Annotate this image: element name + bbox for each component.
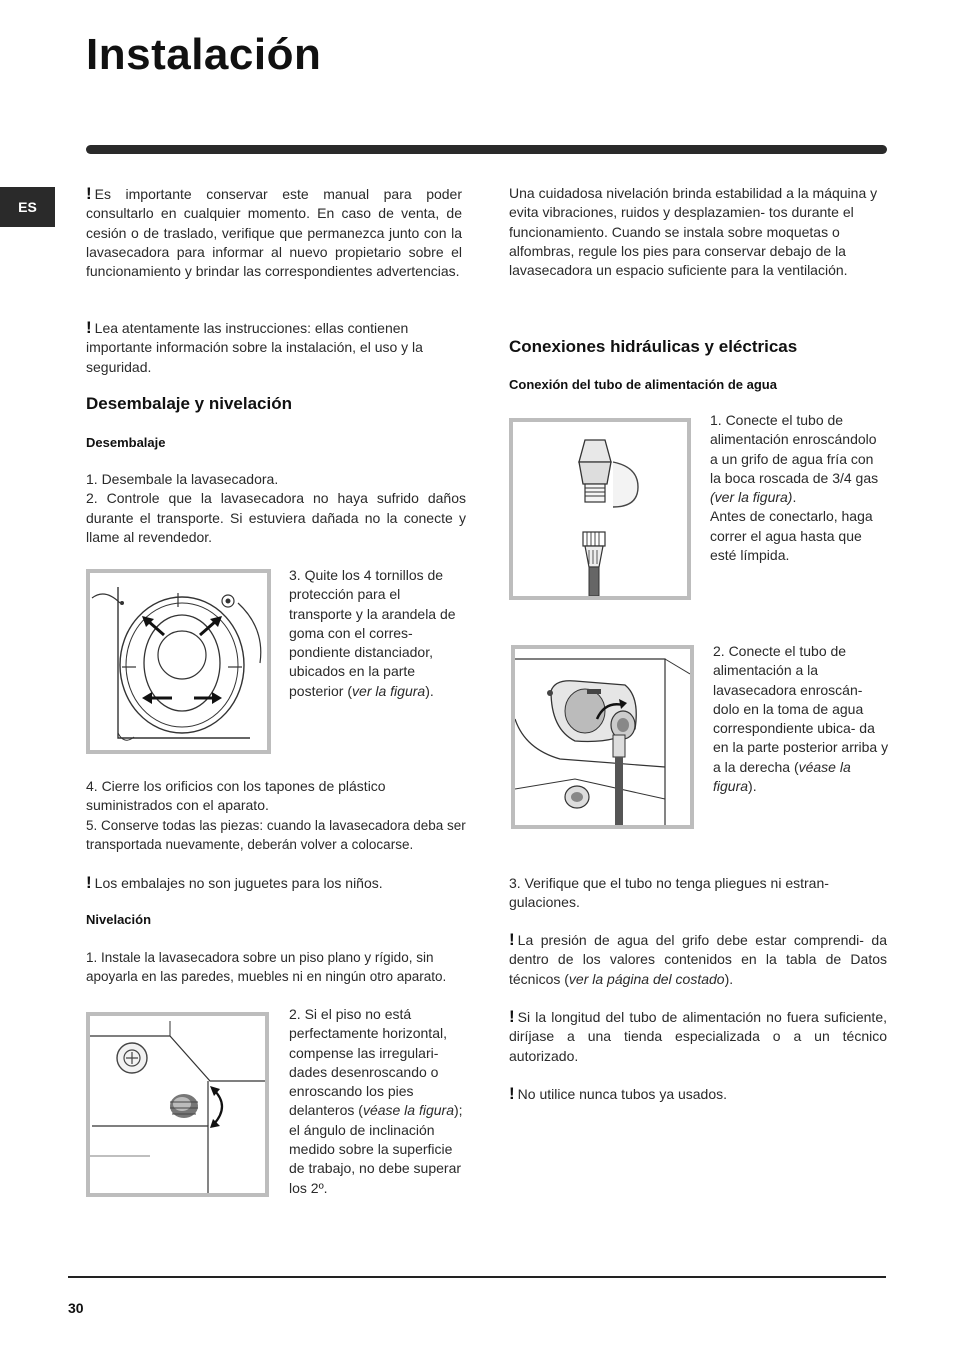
used-hose-warning: ! No utilice nunca tubos ya usados. — [509, 1084, 728, 1103]
intro-paragraph-2: ! Lea atentamente las instrucciones: ellas contienen importante información sobre la instalación, el uso y la seguridad. — [86, 318, 423, 375]
step-4: 4. Cierre los orificios con los tapones de plástico suministrados con el aparato. — [86, 778, 386, 814]
step-2: 2. Controle que la lavasecadora no haya sufrido daños durante el transporte. Si estuviera dañada no la conecte y llame al revendedor. — [86, 490, 466, 545]
page-number: 30 — [68, 1300, 84, 1316]
subsection-desembalaje: Desembalaje — [86, 435, 166, 450]
warning-mark: ! — [509, 1007, 515, 1026]
steps-4-5 — [86, 777, 466, 854]
inlet-illustration — [515, 649, 690, 825]
warning-mark: ! — [86, 873, 92, 892]
subsection-nivelacion: Nivelación — [86, 912, 152, 927]
leveling-step-1: 1. Instale la lavasecadora sobre un piso plano y rígido, sin apoyarla en las paredes, muebles ni en ningún otro aparato. — [86, 950, 447, 985]
language-tab: ES — [0, 187, 55, 227]
title-rule — [86, 145, 887, 154]
packaging-warning: ! Los embalajes no son juguetes para los niños. — [86, 873, 383, 892]
connection-step-3: 3. Verifique que el tubo no tenga pliegues ni estran- gulaciones. — [509, 875, 829, 911]
leveling-step-2: 2. Si el piso no está perfectamente horizontal, compense las irregulari- dades desenroscando o enroscando los pies delanteros (véase la figura); el ángulo de inclinación medido sobre la superficie de trabajo, no debe superar los 2º. — [289, 1006, 463, 1196]
connection-step-1: 1. Conecte el tubo de alimentación enroscándolo a un grifo de agua fría con la boca roscada de 3/4 gas (ver la figura). Antes de conectarlo, haga correr el agua hasta que esté límpida. — [710, 412, 879, 564]
step-3: 3. Quite los 4 tornillos de protección para el transporte y la arandela de goma con el corres- pondiente distanciador, ubicados en la parte posterior (ver la figura). — [289, 567, 456, 699]
hose-length-warning: ! Si la longitud del tubo de alimentación no fuera suficiente, diríjase a una tienda especializada o a un técnico autorizado. — [509, 1007, 887, 1064]
step-5: 5. Conserve todas las piezas: cuando la lavasecadora deba ser transportada nuevamente, deberán volver a colocarse. — [86, 817, 466, 852]
figure-rear-screws — [86, 569, 271, 754]
warning-mark: ! — [86, 184, 92, 203]
tap-illustration — [513, 422, 687, 596]
step-1: 1. Desembale la lavasecadora. — [86, 471, 279, 487]
connection-step-2: 2. Conecte el tubo de alimentación a la lavasecadora enroscán- dolo en la toma de agua correspondiente ubica- da en la parte posterior arriba y a la derecha (véase la figura). — [713, 643, 889, 795]
feet-illustration — [90, 1016, 265, 1193]
rear-panel-illustration — [90, 573, 267, 750]
subsection-tubo: Conexión del tubo de alimentación de agua — [509, 377, 777, 392]
warning-mark: ! — [509, 1084, 515, 1103]
warning-mark: ! — [86, 318, 92, 337]
figure-leveling-feet — [86, 1012, 269, 1197]
intro-paragraph-1: ! Es importante conservar este manual para poder consultarlo en cualquier momento. En caso de venta, de cesión o de traslado, verifique que permanezca junto con la lavasecadora para informar al nuevo propietario sobre el funcionamiento y brindar las correspondientes advertencias. — [86, 184, 462, 280]
section-title-conexiones: Conexiones hidráulicas y eléctricas — [509, 337, 798, 356]
unpack-steps — [86, 470, 466, 547]
section-title-desembalaje: Desembalaje y nivelación — [86, 394, 292, 413]
figure-tap-connection — [509, 418, 691, 600]
footer-rule — [68, 1276, 886, 1278]
figure-machine-inlet — [511, 645, 694, 829]
page-title: Instalación — [86, 30, 322, 79]
warning-mark: ! — [509, 930, 515, 949]
pressure-warning: ! La presión de agua del grifo debe estar comprendi- da dentro de los valores contenidos en la tabla de Datos técnicos (ver la página del costado). — [509, 930, 887, 987]
leveling-intro: Una cuidadosa nivelación brinda estabilidad a la máquina y evita vibraciones, ruidos y desplazamien- tos durante el funcionamiento. Cuando se instala sobre moquetas o alfombras, regule los pies para conservar debajo de la lavasecadora un espacio suficiente para la ventilación. — [509, 185, 878, 279]
